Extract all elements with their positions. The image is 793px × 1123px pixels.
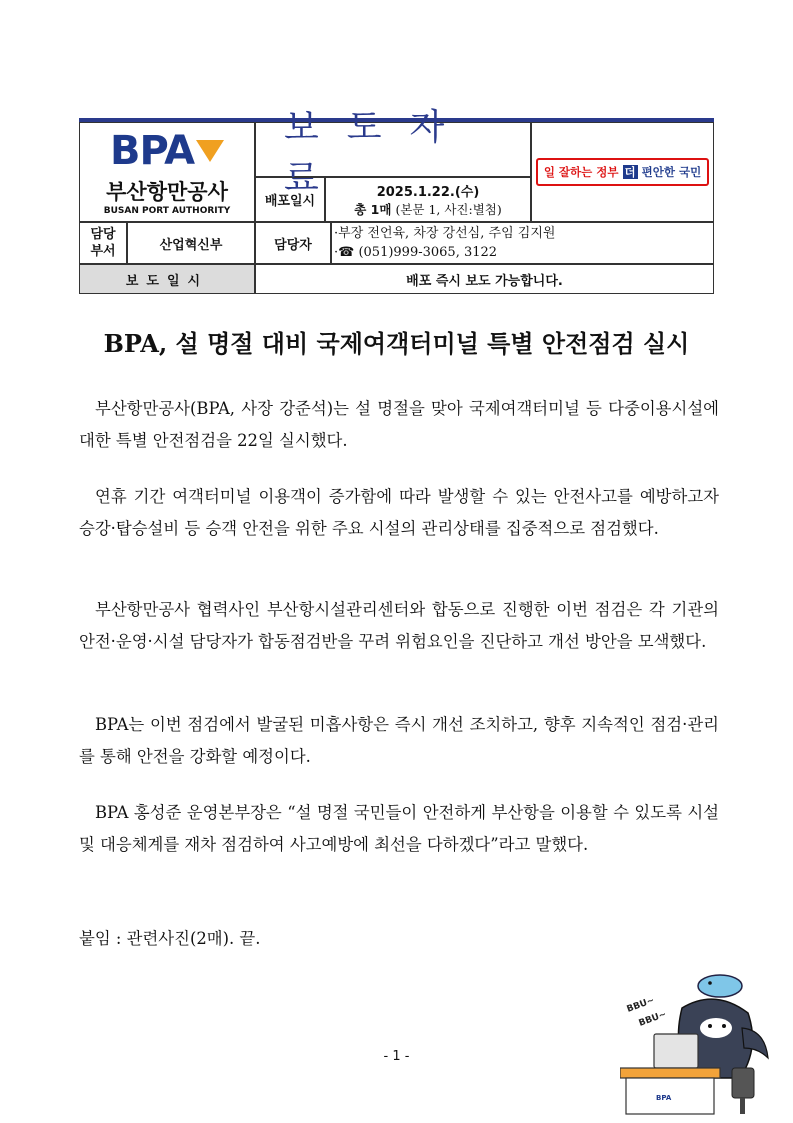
release-date-label: 배포일시 — [255, 177, 325, 222]
dept-label — [79, 222, 127, 264]
release-date: 2025.1.22.(수) — [376, 185, 480, 200]
report-time-value: 배포 즉시 보도 가능합니다. — [255, 264, 714, 294]
contact-info — [331, 222, 714, 264]
logo-triangle-icon — [196, 140, 224, 162]
release-date-cell — [325, 177, 531, 222]
page-count-total: 총 1매 — [354, 202, 392, 217]
logo-cell — [79, 122, 255, 222]
small-dolphin-icon — [698, 975, 742, 997]
slogan-part1: 일 잘하는 정부 — [543, 165, 619, 179]
paragraph-1: 부산항만공사(BPA, 사장 강준석)는 설 명절을 맞아 국제여객터미널 등 다중이용시설에 대한 특별 안전점검을 22일 실시했다. — [79, 399, 719, 450]
desk-logo: BPA — [656, 1094, 672, 1102]
header-table — [79, 106, 714, 290]
logo-english: BUSAN PORT AUTHORITY — [103, 206, 231, 216]
attachment-note: 붙임 : 관련사진(2매). 끝. — [79, 929, 261, 948]
slogan-part3: 편안한 국민 — [641, 165, 702, 179]
dept-name: 산업혁신부 — [127, 222, 255, 264]
contact-label: 담당자 — [255, 222, 331, 264]
page-count — [354, 200, 501, 218]
page-count-detail: (본문 1, 사진:별첨) — [395, 202, 502, 217]
headline: BPA, 설 명절 대비 국제여객터미널 특별 안전점검 실시 — [103, 329, 690, 358]
bpa-logo — [110, 128, 224, 174]
report-time-label: 보도일시 — [79, 264, 255, 294]
desk-icon — [620, 1068, 720, 1078]
dept-label-line1: 담당 — [90, 227, 116, 242]
paragraph-3: 부산항만공사 협력사인 부산항시설관리센터와 합동으로 진행한 이번 점검은 각 기관의 안전·운영·시설 담당자가 합동점검반을 꾸려 위험요인을 진단하고 개선 방안을 모색했다. — [79, 600, 719, 651]
slogan-part2: 더 — [624, 165, 636, 179]
paragraph-5: BPA 홍성준 운영본부장은 “설 명절 국민들이 안전하게 부산항을 이용할 수 있도록 시설 및 대응체계를 재차 점검하여 사고예방에 최선을 다하겠다”라고 말했다. — [79, 803, 719, 854]
press-release-title: 보도자료 — [255, 122, 531, 177]
logo-korean: 부산항만공사 — [106, 180, 228, 204]
mascot-illustration — [620, 968, 780, 1118]
contact-phone: ·☎ (051)999-3065, 3122 — [334, 245, 498, 260]
laptop-icon — [654, 1034, 698, 1068]
logo-abbr: BPA — [109, 128, 195, 174]
paragraph-2: 연휴 기간 여객터미널 이용객이 증가함에 따라 발생할 수 있는 안전사고를 예방하고자 승강·탑승설비 등 승객 안전을 위한 주요 시설의 관리상태를 집중적으로 점검했다. — [79, 487, 719, 538]
contact-people: ·부장 전언육, 차장 강선심, 주임 김지원 — [334, 226, 556, 241]
mascot-sound-2: BBU~ — [637, 1009, 668, 1029]
slogan-cell — [531, 122, 714, 222]
page-number: - 1 - — [383, 1049, 410, 1064]
government-slogan — [536, 158, 709, 186]
mascot-sound-1: BBU~ — [625, 995, 656, 1015]
dept-label-line2: 부서 — [90, 244, 116, 259]
paragraph-4: BPA는 이번 점검에서 발굴된 미흡사항은 즉시 개선 조치하고, 향후 지속적인 점검·관리를 통해 안전을 강화할 예정이다. — [79, 715, 719, 766]
